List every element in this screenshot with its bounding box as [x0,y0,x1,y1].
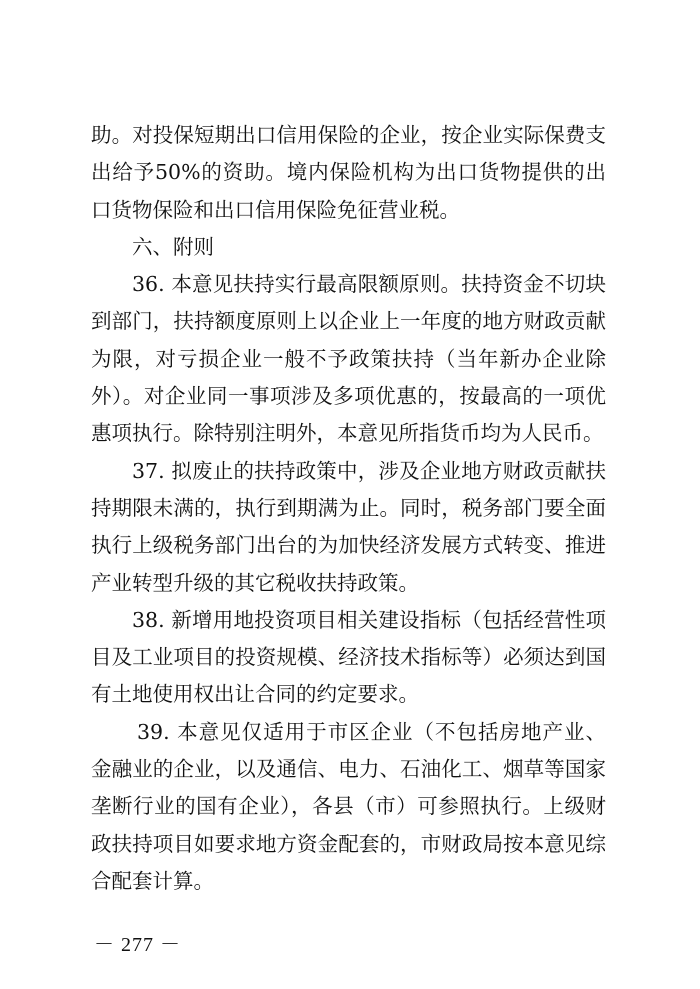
article-38: 38. 新增用地投资项目相关建设指标（包括经营性项目及工业项目的投资规模、经济技术指标等）必须达到国有土地使用权出让合同的约定要求。 [91,607,606,707]
section-heading-appendix: 六、附则 [132,234,214,259]
article-37: 37. 拟废止的扶持政策中，涉及企业地方财政贡献扶持期限未满的，执行到期满为止。同时，税务部门要全面执行上级税务部门出台的为加快经济发展方式转变、推进产业转型升级的其它税收扶持政策。 [91,458,606,595]
paragraph-continuation: 助。对投保短期出口信用保险的企业，按企业实际保费支出给予50%的资助。境内保险机构为出口货物提供的出口货物保险和出口信用保险免征营业税。 [91,123,606,222]
document-body [91,117,606,900]
article-39: 39. 本意见仅适用于市区企业（不包括房地产业、金融业的企业，以及通信、电力、石油化工、烟草等国家垄断行业的国有企业），各县（市）可参照执行。上级财政扶持项目如要求地方资金配套的，市财政局按本意见综合配套计算。 [91,719,606,893]
article-36: 36. 本意见扶持实行最高限额原则。扶持资金不切块到部门，扶持额度原则上以企业上一年度的地方财政贡献为限，对亏损企业一般不予政策扶持（当年新办企业除外）。对企业同一事项涉及多项优惠的，按最高的一项优惠项执行。除特别注明外，本意见所指货币均为人民币。 [91,272,606,446]
page-number: － 277 － [94,934,181,956]
